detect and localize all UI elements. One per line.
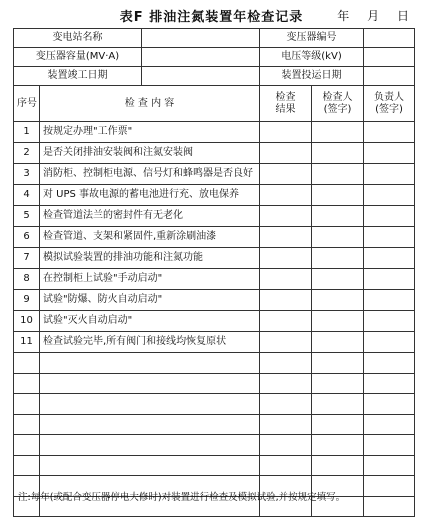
completion-date-label: 装置竣工日期	[14, 67, 142, 86]
item-number: 1	[14, 122, 40, 143]
item-content: 是否关闭排油安装阀和注氮安装阀	[40, 143, 260, 164]
date-month-label: 月	[367, 9, 380, 23]
empty-cell[interactable]	[312, 455, 364, 476]
form-title: 表F 排油注氮装置年检查记录	[119, 10, 304, 25]
table-row	[14, 185, 415, 206]
responsible-signature-cell[interactable]	[364, 227, 415, 248]
item-number: 2	[14, 143, 40, 164]
date-day-label: 日	[396, 9, 409, 23]
empty-cell[interactable]	[312, 394, 364, 415]
commission-date-label: 装置投运日期	[260, 67, 364, 86]
table-row	[14, 206, 415, 227]
item-number: 4	[14, 185, 40, 206]
table-row	[14, 227, 415, 248]
inspector-signature-cell[interactable]	[312, 269, 364, 290]
empty-table-row	[14, 435, 415, 456]
item-content: 检查管道法兰的密封件有无老化	[40, 206, 260, 227]
responsible-signature-cell[interactable]	[364, 332, 415, 353]
col-result-header	[260, 86, 312, 122]
result-cell[interactable]	[260, 143, 312, 164]
voltage-level-field[interactable]	[364, 48, 415, 67]
item-content: 消防柜、控制柜电源、信号灯和蜂鸣器是否良好	[40, 164, 260, 185]
inspector-signature-cell[interactable]	[312, 122, 364, 143]
info-row-capacity	[14, 48, 415, 67]
result-cell[interactable]	[260, 227, 312, 248]
footer-note: 注:每年(或配合变压器停电大修时)对装置进行检查及模拟试验,并按规定填写。	[18, 492, 346, 503]
item-content: 按规定办理"工作票"	[40, 122, 260, 143]
item-content: 检查试验完毕,所有阀门和接线均恢复原状	[40, 332, 260, 353]
item-content: 在控制柜上试验"手动启动"	[40, 269, 260, 290]
empty-cell[interactable]	[312, 414, 364, 435]
empty-cell[interactable]	[260, 414, 312, 435]
item-number: 6	[14, 227, 40, 248]
empty-cell[interactable]	[312, 435, 364, 456]
empty-cell[interactable]	[40, 373, 260, 394]
responsible-signature-cell[interactable]	[364, 311, 415, 332]
item-number: 11	[14, 332, 40, 353]
table-row	[14, 311, 415, 332]
empty-cell[interactable]	[40, 394, 260, 415]
responsible-signature-cell[interactable]	[364, 122, 415, 143]
result-cell[interactable]	[260, 332, 312, 353]
empty-cell[interactable]	[14, 353, 40, 374]
voltage-level-label: 电压等级(kV)	[260, 48, 364, 67]
col-result-line2: 结果	[275, 103, 296, 115]
responsible-signature-cell[interactable]	[364, 269, 415, 290]
result-cell[interactable]	[260, 185, 312, 206]
inspector-signature-cell[interactable]	[312, 164, 364, 185]
empty-cell[interactable]	[364, 353, 415, 374]
item-number: 7	[14, 248, 40, 269]
item-content: 检查管道、支架和紧固件,重新涂刷油漆	[40, 227, 260, 248]
empty-cell[interactable]	[14, 455, 40, 476]
column-header-row	[14, 86, 415, 122]
item-content: 对 UPS 事故电源的蓄电池进行充、放电保养	[40, 185, 260, 206]
header	[0, 0, 423, 30]
result-cell[interactable]	[260, 290, 312, 311]
capacity-label: 变压器容量(MV·A)	[14, 48, 142, 67]
station-name-field[interactable]	[142, 29, 260, 48]
col-responsible-line2: (签字)	[375, 103, 403, 115]
empty-cell[interactable]	[260, 373, 312, 394]
empty-cell[interactable]	[14, 394, 40, 415]
transformer-number-field[interactable]	[364, 29, 415, 48]
col-inspector-header	[312, 86, 364, 122]
empty-table-row	[14, 455, 415, 476]
empty-cell[interactable]	[312, 353, 364, 374]
item-content: 模拟试验装置的排油功能和注氮功能	[40, 248, 260, 269]
inspector-signature-cell[interactable]	[312, 290, 364, 311]
empty-table-row	[14, 414, 415, 435]
empty-cell[interactable]	[364, 435, 415, 456]
empty-cell[interactable]	[40, 414, 260, 435]
responsible-signature-cell[interactable]	[364, 206, 415, 227]
empty-cell[interactable]	[260, 435, 312, 456]
item-number: 3	[14, 164, 40, 185]
empty-cell[interactable]	[40, 455, 260, 476]
table-row	[14, 164, 415, 185]
empty-cell[interactable]	[14, 373, 40, 394]
col-responsible-line1: 负责人	[374, 92, 404, 103]
responsible-signature-cell[interactable]	[364, 290, 415, 311]
item-content: 试验"灭火自动启动"	[40, 311, 260, 332]
col-inspector-line2: (签字)	[323, 103, 352, 115]
empty-cell[interactable]	[364, 373, 415, 394]
empty-table-row	[14, 373, 415, 394]
date-year-label: 年	[337, 9, 350, 23]
inspector-signature-cell[interactable]	[312, 332, 364, 353]
result-cell[interactable]	[260, 269, 312, 290]
item-number: 5	[14, 206, 40, 227]
info-row-station	[14, 29, 415, 48]
item-content: 试验"防爆、防火自动启动"	[40, 290, 260, 311]
col-responsible-header	[364, 86, 415, 122]
inspector-signature-cell[interactable]	[312, 227, 364, 248]
col-content-header: 检 查 内 容	[40, 86, 260, 122]
inspector-signature-cell[interactable]	[312, 185, 364, 206]
responsible-signature-cell[interactable]	[364, 248, 415, 269]
completion-date-field[interactable]	[142, 67, 260, 86]
inspector-signature-cell[interactable]	[312, 311, 364, 332]
empty-cell[interactable]	[364, 455, 415, 476]
responsible-signature-cell[interactable]	[364, 185, 415, 206]
item-number: 10	[14, 311, 40, 332]
inspector-signature-cell[interactable]	[312, 143, 364, 164]
col-inspector-line1: 检查人	[322, 92, 353, 103]
responsible-signature-cell[interactable]	[364, 143, 415, 164]
inspection-form-table	[13, 28, 415, 517]
empty-cell[interactable]	[260, 394, 312, 415]
result-cell[interactable]	[260, 206, 312, 227]
table-row	[14, 269, 415, 290]
inspector-signature-cell[interactable]	[312, 206, 364, 227]
empty-cell[interactable]	[260, 353, 312, 374]
inspector-signature-cell[interactable]	[312, 248, 364, 269]
empty-cell[interactable]	[312, 373, 364, 394]
col-seq-header: 序号	[14, 86, 40, 122]
responsible-signature-cell[interactable]	[364, 164, 415, 185]
table-row	[14, 122, 415, 143]
result-cell[interactable]	[260, 248, 312, 269]
info-row-dates	[14, 67, 415, 86]
empty-cell[interactable]	[40, 353, 260, 374]
capacity-field[interactable]	[142, 48, 260, 67]
empty-cell[interactable]	[260, 455, 312, 476]
empty-cell[interactable]	[364, 496, 415, 517]
empty-cell[interactable]	[364, 476, 415, 497]
empty-table-row	[14, 394, 415, 415]
result-cell[interactable]	[260, 122, 312, 143]
table-row	[14, 332, 415, 353]
date-fields	[323, 7, 409, 24]
table-row	[14, 248, 415, 269]
item-number: 9	[14, 290, 40, 311]
empty-cell[interactable]	[14, 435, 40, 456]
table-row	[14, 290, 415, 311]
col-result-line1: 检查	[275, 92, 296, 103]
empty-cell[interactable]	[364, 414, 415, 435]
empty-cell[interactable]	[40, 435, 260, 456]
transformer-number-label: 变压器编号	[260, 29, 364, 48]
result-cell[interactable]	[260, 164, 312, 185]
commission-date-field[interactable]	[364, 67, 415, 86]
result-cell[interactable]	[260, 311, 312, 332]
table-row	[14, 143, 415, 164]
station-name-label: 变电站名称	[14, 29, 142, 48]
empty-table-row	[14, 353, 415, 374]
item-number: 8	[14, 269, 40, 290]
empty-cell[interactable]	[14, 414, 40, 435]
empty-cell[interactable]	[364, 394, 415, 415]
